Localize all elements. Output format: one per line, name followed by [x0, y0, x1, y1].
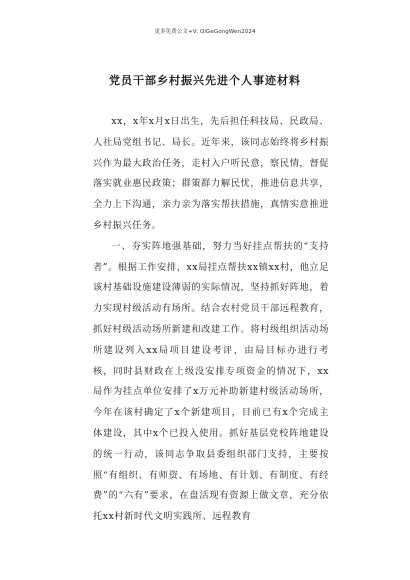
document-body — [93, 112, 329, 528]
paragraph-section-one: 一、夯实阵地强基础，努力当好挂点帮扶的“支持者”。根据工作安排，xx局挂点帮扶xx镇xx村，他立足该村基础设施建设薄弱的实际情况，坚持抓好阵地，着力实现村级活动有场所。结合农村党员干部远程教育，抓好村级活动场所新建和改建工作。将村级组织活动场所建设列入xx局项目建设考评，由局目标办进行考核，同时县财政在上级没安排专项资金的情况下，xx局作为挂点单位安排了x万元补助新建村级活动场所，今年在该村确定了x个新建项目，目前已有x个完成主体建设，其中x个已投入使用。抓好基层党校阵地建设的统一行动，该同志争取县委组织部门支持，主要按照“有组织、有师资、有场地、有计划、有制度、有经费”的“六有”要求，在盘活现有资源上做文章，充分依托xx村新时代文明实践所、远程教育 — [93, 240, 329, 523]
paragraph-intro: xx，x年x月x日出生，先后担任科技局、民政局、人社局党组书记、局长。近年来，该同志始终将乡村振兴作为最大政治任务，走村入户听民意，察民情，督促落实就业惠民政策；群策群力解民忧，推进信息共享，全力上下沟通，亲力亲为落实帮扶措施，真情实意推进乡村振兴任务。 — [93, 116, 329, 231]
document-title: 党员干部乡村振兴先进个人事迹材料 — [109, 74, 301, 87]
header-note: 更多免费公文+V: QiGeGongWen2024 — [154, 29, 256, 35]
